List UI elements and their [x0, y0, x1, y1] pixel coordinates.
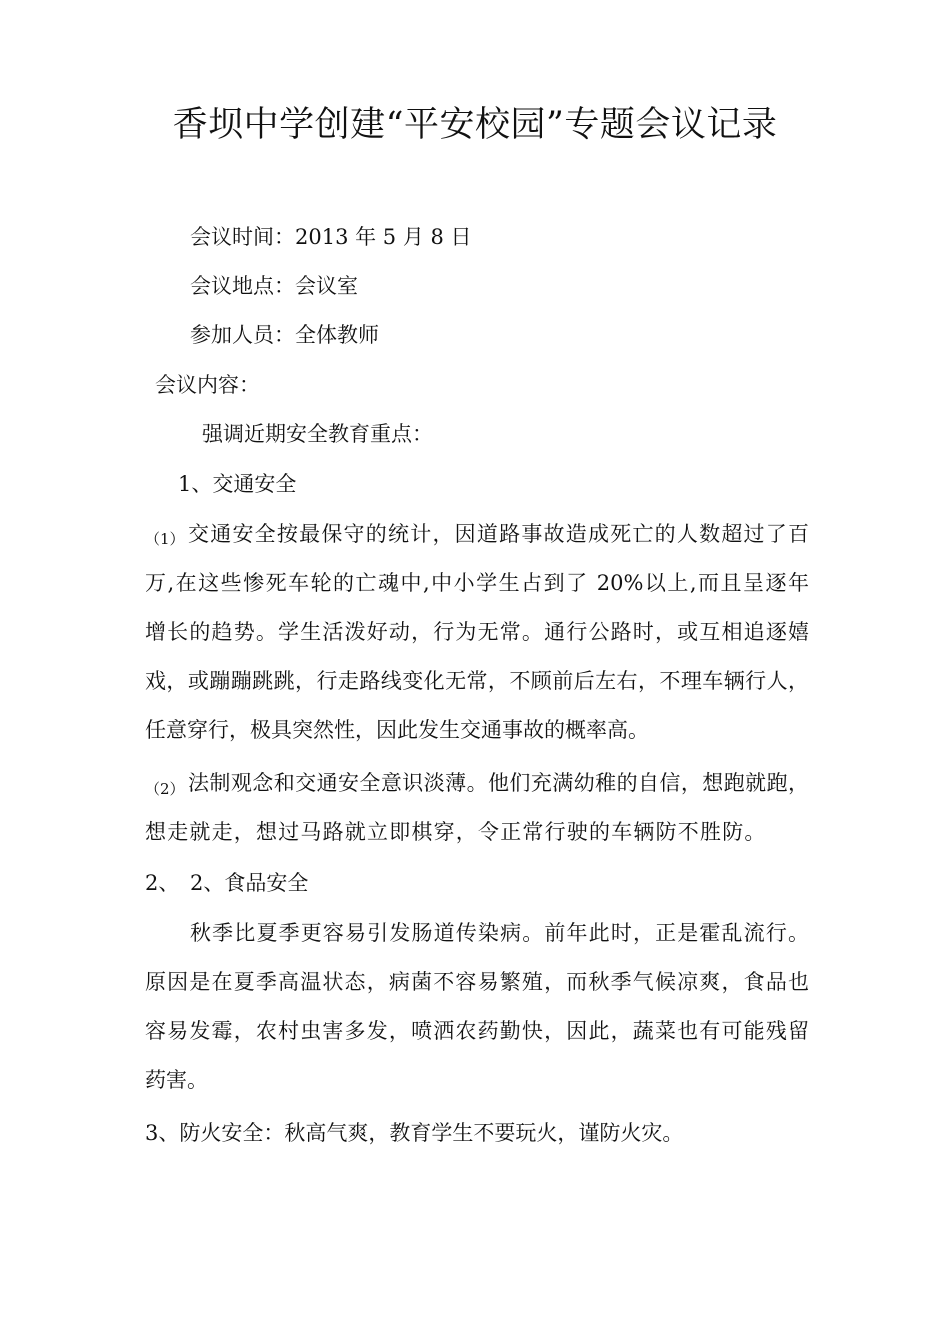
- traffic-p1-marker: （1）: [145, 530, 185, 548]
- food-body: [145, 958, 809, 1105]
- food-line: 秋季比夏季更容易引发肠道传染病。前年此时，正是霍乱流行。: [190, 921, 809, 945]
- traffic-p2-line: 想走就走，想过马路就立即棋穿，令正常行驶的车辆防不胜防。: [145, 820, 767, 844]
- traffic-p1-line: 增长的趋势。学生活泼好动，行为无常。通行公路时，或互相追逐嬉: [145, 620, 809, 644]
- food-line: 原因是在夏季高温状态，病菌不容易繁殖，而秋季气候凉爽，食品也: [145, 970, 809, 994]
- traffic-p1-line: 交通安全按最保守的统计，因道路事故造成死亡的人数超过了百: [188, 522, 809, 546]
- traffic-p2-marker: （2）: [145, 780, 185, 798]
- meeting-attendees: 参加人员：全体教师: [190, 323, 379, 347]
- intro-line: 强调近期安全教育重点：: [202, 422, 433, 446]
- food-line: 药害。: [145, 1068, 208, 1092]
- fire-safety-line: 3、防火安全：秋高气爽，教育学生不要玩火，谨防火灾。: [145, 1121, 684, 1145]
- traffic-p1-line: 任意穿行，极具突然性，因此发生交通事故的概率高。: [145, 718, 649, 742]
- meeting-place: 会议地点：会议室: [190, 274, 358, 298]
- traffic-p1-line: 戏，或蹦蹦跳跳，行走路线变化无常，不顾前后左右，不理车辆行人，: [145, 669, 809, 693]
- document-title: 香坝中学创建“平安校园”专题会议记录: [172, 105, 778, 145]
- meeting-content-label: 会议内容：: [155, 373, 260, 397]
- traffic-p1-line-1-wrap: [188, 510, 809, 559]
- traffic-p1-line: 万,在这些惨死车轮的亡魂中,中小学生占到了 20%以上,而且呈逐年: [145, 571, 809, 595]
- food-heading: 2、食品安全: [190, 871, 309, 895]
- traffic-heading: 1、交通安全: [178, 472, 297, 496]
- meeting-time: 会议时间：2013 年 5 月 8 日: [190, 225, 472, 249]
- food-line: 容易发霉，农村虫害多发，喷洒农药勤快，因此，蔬菜也有可能残留: [145, 1019, 809, 1043]
- traffic-p2-line: 法制观念和交通安全意识淡薄。他们充满幼稚的自信，想跑就跑，: [188, 771, 809, 795]
- food-line-1-wrap: [190, 909, 809, 958]
- traffic-p2-line-1-wrap: [188, 759, 809, 808]
- traffic-p2-body: [145, 808, 809, 857]
- traffic-p1-body: [145, 559, 809, 755]
- food-heading-number: 2、: [145, 871, 180, 895]
